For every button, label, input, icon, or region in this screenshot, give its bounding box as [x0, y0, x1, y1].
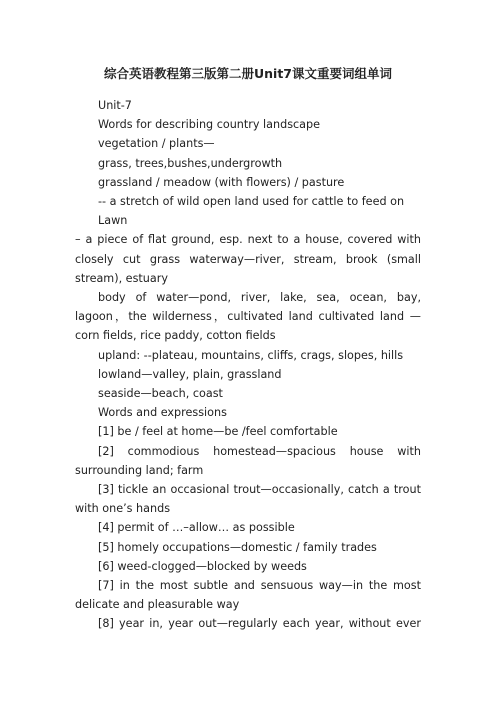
paragraph: upland: --plateau, mountains, cliffs, crags, slopes, hills [98, 348, 404, 362]
paragraph: Lawn [98, 214, 128, 228]
paragraph: -- a stretch of wild open land used for cattle to feed on [98, 195, 405, 209]
document-title: 综合英语教程第三版第二册Unit7课文重要词组单词 [103, 66, 392, 81]
paragraph: Words for describing country landscape [98, 118, 321, 132]
paragraph: Words and expressions [98, 406, 227, 420]
paragraph: [6] weed-clogged—blocked by weeds [98, 559, 307, 573]
paragraph: seaside—beach, coast [98, 387, 223, 401]
paragraph: [8] year in, year out—regularly each year, without ever [98, 617, 421, 631]
paragraph: Unit-7 [98, 99, 132, 112]
paragraph: [4] permit of …–allow… as possible [98, 521, 295, 535]
paragraph: lowland—valley, plain, grassland [98, 367, 282, 381]
paragraph: [3] tickle an occasional trout—occasionally, catch a trout with one’s hands [75, 483, 421, 516]
paragraph: [1] be / feel at home—be /feel comfortable [98, 425, 338, 439]
paragraph: vegetation / plants— [98, 137, 215, 151]
paragraph: grass, trees,bushes,undergrowth [98, 156, 283, 170]
paragraph: grassland / meadow (with flowers) / pasture [98, 175, 345, 189]
paragraph: [5] homely occupations—domestic / family trades [98, 540, 377, 554]
document-body [75, 96, 421, 634]
paragraph: [7] in the most subtle and sensuous way—in the most delicate and pleasurable way [75, 579, 421, 612]
paragraph: [2] commodious homestead—spacious house with surrounding land; farm [75, 444, 421, 477]
paragraph: – a piece of flat ground, esp. next to a house, covered with closely cut grass waterway—river, stream, brook (small stream), estuary [75, 233, 421, 285]
paragraph: body of water—pond, river, lake, sea, ocean, bay, lagoon，the wilderness，cultivated land cultivated land —corn fields, rice paddy, cotton fields [75, 291, 421, 343]
